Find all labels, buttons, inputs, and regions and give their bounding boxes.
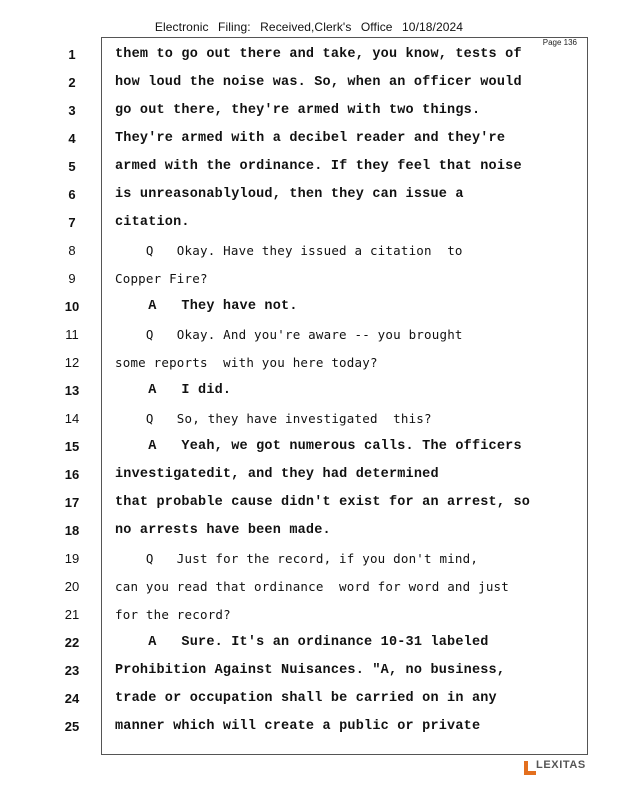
transcript-line: [0, 713, 618, 741]
transcript-line: [0, 69, 618, 97]
line-number: 2: [68, 75, 76, 90]
line-text: can you read that ordinance word for word and just: [115, 579, 510, 594]
line-number: 16: [64, 467, 80, 482]
line-text: that probable cause didn't exist for an arrest, so: [115, 495, 531, 510]
transcript-line: [0, 433, 618, 461]
line-text: no arrests have been made.: [115, 523, 331, 538]
line-number: 25: [64, 719, 80, 734]
transcript-line: [0, 685, 618, 713]
transcript-line: [0, 349, 618, 377]
line-number: 11: [65, 327, 79, 342]
transcript-line: [0, 545, 618, 573]
transcript-line: [0, 657, 618, 685]
transcript-line: [0, 573, 618, 601]
line-text: A They have not.: [115, 299, 298, 314]
logo-text: LEXITAS: [536, 759, 586, 771]
line-number: 14: [64, 411, 80, 426]
line-text: for the record?: [115, 607, 231, 622]
line-number: 22: [64, 635, 80, 650]
line-number: 24: [64, 691, 80, 706]
line-text: manner which will create a public or private: [115, 719, 481, 734]
line-text: armed with the ordinance. If they feel that noise: [115, 159, 522, 174]
transcript-line: [0, 181, 618, 209]
lexitas-logo-mark-icon: [524, 761, 536, 775]
filing-stamp: Electronic Filing: Received,Clerk's Office 10/18/2024: [154, 20, 464, 34]
line-number: 6: [68, 187, 76, 202]
line-text: is unreasonablyloud, then they can issue a: [115, 187, 464, 202]
transcript-line: [0, 293, 618, 321]
line-number: 13: [64, 383, 80, 398]
line-number: 19: [64, 551, 80, 566]
transcript-line: [0, 209, 618, 237]
transcript-line: [0, 97, 618, 125]
transcript-line: [0, 321, 618, 349]
lexitas-logo: [524, 758, 594, 776]
line-number: 15: [64, 439, 80, 454]
line-text: how loud the noise was. So, when an officer would: [115, 75, 522, 90]
line-text: A Sure. It's an ordinance 10-31 labeled: [115, 635, 489, 650]
line-number: 7: [68, 215, 76, 230]
transcript-line: [0, 265, 618, 293]
line-number: 5: [68, 159, 76, 174]
line-text: some reports with you here today?: [115, 355, 378, 370]
line-text: Copper Fire?: [115, 271, 208, 286]
line-text: them to go out there and take, you know, tests of: [115, 47, 522, 62]
line-number: 18: [64, 523, 80, 538]
line-number: 3: [68, 103, 76, 118]
line-text: go out there, they're armed with two things.: [115, 103, 481, 118]
line-text: Prohibition Against Nuisances. "A, no business,: [115, 663, 506, 678]
line-number: 21: [64, 607, 80, 622]
page-number: Page 136: [542, 38, 577, 47]
line-text: They're armed with a decibel reader and they're: [115, 131, 506, 146]
line-text: citation.: [115, 215, 190, 230]
line-text: Q So, they have investigated this?: [115, 411, 432, 426]
transcript-line: [0, 517, 618, 545]
line-text: A I did.: [115, 383, 232, 398]
transcript-line: [0, 601, 618, 629]
line-number: 4: [68, 131, 76, 146]
line-text: Q Just for the record, if you don't mind,: [115, 551, 479, 566]
transcript-line: [0, 461, 618, 489]
transcript-line: [0, 125, 618, 153]
transcript-line: [0, 153, 618, 181]
transcript-line: [0, 405, 618, 433]
transcript-line: [0, 237, 618, 265]
line-number: 1: [68, 47, 76, 62]
line-number: 10: [64, 299, 80, 314]
line-number: 8: [68, 243, 76, 258]
line-number: 9: [68, 271, 76, 286]
line-number: 23: [64, 663, 80, 678]
line-text: Q Okay. Have they issued a citation to: [115, 243, 463, 258]
transcript-line: [0, 377, 618, 405]
line-number: 17: [64, 495, 80, 510]
transcript-line: [0, 41, 618, 69]
transcript-line: [0, 489, 618, 517]
line-text: Q Okay. And you're aware -- you brought: [115, 327, 463, 342]
line-number: 12: [64, 355, 80, 370]
transcript-line: [0, 629, 618, 657]
line-text: A Yeah, we got numerous calls. The officers: [115, 439, 522, 454]
line-number: 20: [64, 579, 80, 594]
line-text: trade or occupation shall be carried on in any: [115, 691, 497, 706]
line-text: investigatedit, and they had determined: [115, 467, 439, 482]
